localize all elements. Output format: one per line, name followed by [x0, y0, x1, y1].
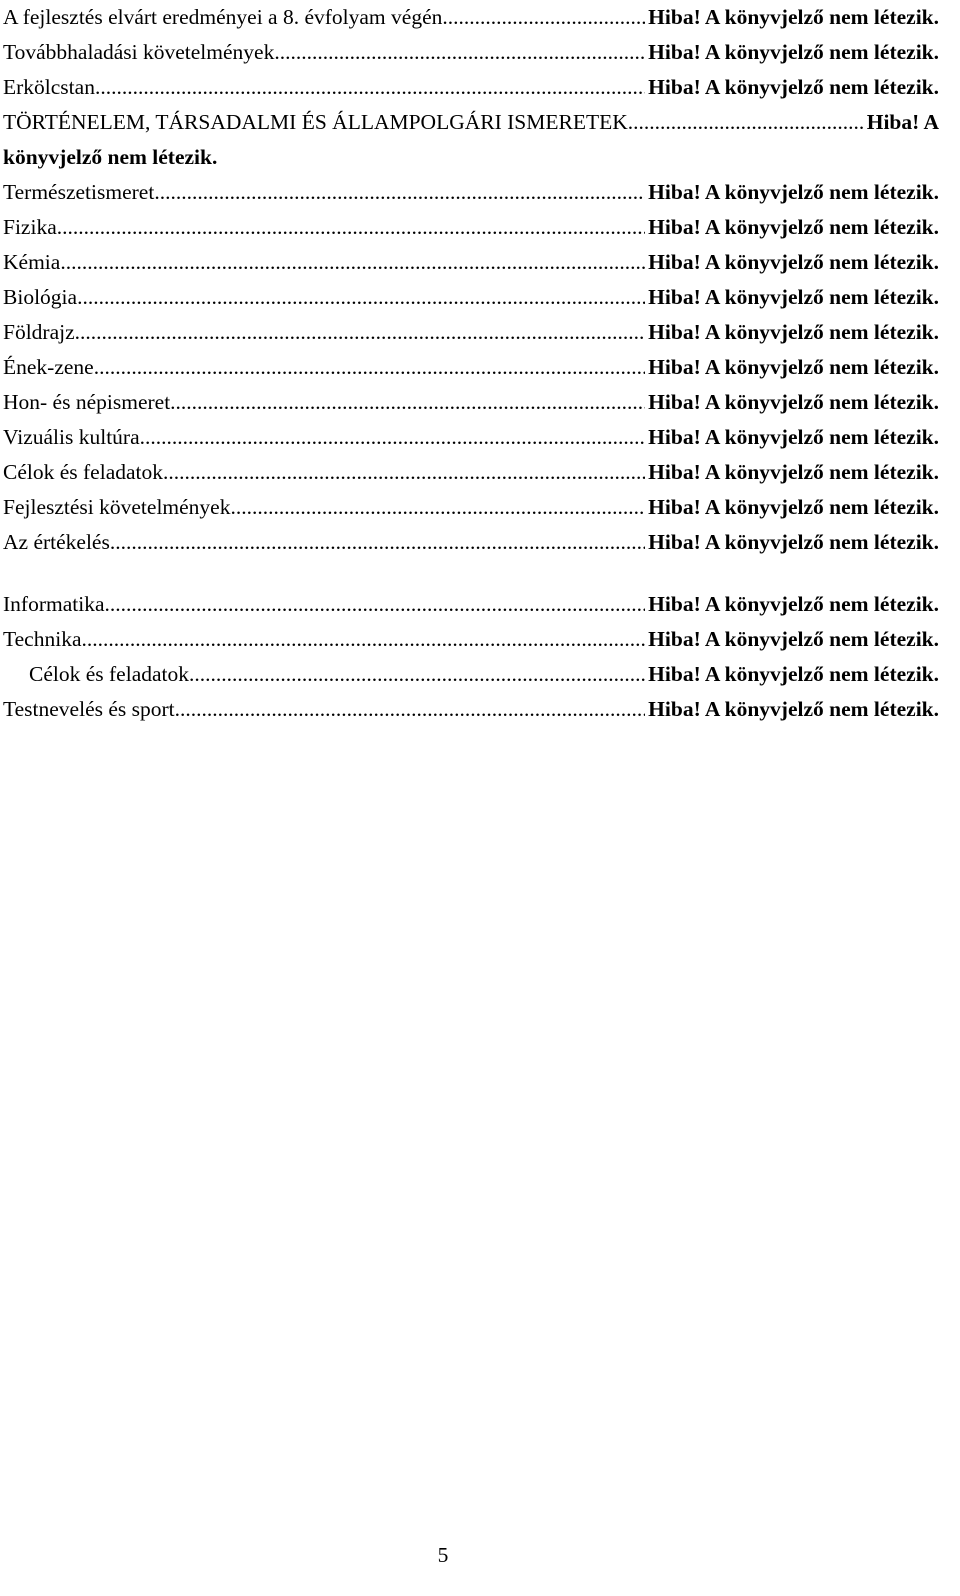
toc-entry-ref: Hiba! A: [866, 110, 939, 134]
toc-entry-title: Az értékelés: [3, 530, 110, 554]
toc-leader-dots: [60, 245, 645, 280]
toc-leader-dots: [140, 420, 646, 455]
toc-entry-ref: Hiba! A könyvjelző nem létezik.: [648, 320, 939, 344]
toc-entry[interactable]: [3, 622, 939, 657]
toc-entry[interactable]: [3, 490, 939, 525]
toc-leader-dots: [94, 350, 645, 385]
toc-entry-title: Célok és feladatok: [3, 460, 164, 484]
toc-leader-dots: [77, 280, 645, 315]
toc-entry[interactable]: [3, 175, 939, 210]
toc-entry-ref: Hiba! A könyvjelző nem létezik.: [648, 627, 939, 651]
toc-leader-dots: [154, 175, 645, 210]
toc-entry-title: Ének-zene: [3, 355, 94, 379]
toc-entry[interactable]: [3, 525, 939, 560]
toc-entry-title: Fizika: [3, 215, 57, 239]
toc-entry-ref: Hiba! A könyvjelző nem létezik.: [648, 75, 939, 99]
toc-entry-title: A fejlesztés elvárt eredményei a 8. évfolyam végén: [3, 5, 443, 29]
toc-entry[interactable]: [3, 315, 939, 350]
toc-entry[interactable]: [3, 587, 939, 622]
toc-entry[interactable]: [3, 210, 939, 245]
toc-entry-title: Testnevelés és sport: [3, 697, 175, 721]
toc-entry-ref-continuation: könyvjelző nem létezik.: [3, 145, 218, 169]
toc-leader-dots: [175, 692, 646, 727]
toc-entry-title: Hon- és népismeret: [3, 390, 171, 414]
toc-entry-line: [3, 105, 939, 140]
toc-entry-ref: Hiba! A könyvjelző nem létezik.: [648, 425, 939, 449]
toc-spacer: [3, 560, 939, 587]
toc-leader-dots: [110, 525, 645, 560]
toc-entry[interactable]: [3, 280, 939, 315]
table-of-contents: [3, 0, 939, 727]
toc-leader-dots: [442, 0, 645, 35]
toc-entry-title: Technika: [3, 627, 82, 651]
toc-entry[interactable]: [3, 245, 939, 280]
toc-entry-title: Természetismeret: [3, 180, 155, 204]
toc-leader-dots: [81, 622, 645, 657]
toc-entry-title: Biológia: [3, 285, 78, 309]
toc-leader-dots: [163, 455, 645, 490]
toc-entry-title: Kémia: [3, 250, 61, 274]
toc-leader-dots: [170, 385, 645, 420]
toc-entry[interactable]: [3, 455, 939, 490]
toc-leader-dots: [628, 105, 864, 140]
toc-entry-ref: Hiba! A könyvjelző nem létezik.: [648, 180, 939, 204]
page-number: 5: [437, 1543, 449, 1567]
toc-entry-title: Erkölcstan: [3, 75, 95, 99]
toc-entry[interactable]: [3, 70, 939, 105]
toc-entry-ref: Hiba! A könyvjelző nem létezik.: [648, 250, 939, 274]
toc-entry-title: Vizuális kultúra: [3, 425, 140, 449]
toc-leader-dots: [274, 35, 645, 70]
toc-entry-title: Földrajz: [3, 320, 75, 344]
toc-entry-ref: Hiba! A könyvjelző nem létezik.: [648, 697, 939, 721]
toc-entry-indented[interactable]: [3, 657, 939, 692]
toc-entry-ref: Hiba! A könyvjelző nem létezik.: [648, 215, 939, 239]
toc-entry-title: Informatika: [3, 592, 105, 616]
toc-entry-title: Továbbhaladási követelmények: [3, 40, 275, 64]
toc-leader-dots: [57, 210, 645, 245]
toc-leader-dots: [230, 490, 645, 525]
toc-leader-dots: [95, 70, 645, 105]
toc-entry-ref: Hiba! A könyvjelző nem létezik.: [648, 460, 939, 484]
toc-entry[interactable]: [3, 692, 939, 727]
toc-leader-dots: [189, 657, 645, 692]
toc-entry-ref: Hiba! A könyvjelző nem létezik.: [648, 285, 939, 309]
toc-entry-ref: Hiba! A könyvjelző nem létezik.: [648, 530, 939, 554]
toc-entry-ref: Hiba! A könyvjelző nem létezik.: [648, 390, 939, 414]
toc-entry-title: TÖRTÉNELEM, TÁRSADALMI ÉS ÁLLAMPOLGÁRI ISMERETEK: [3, 110, 628, 134]
toc-entry-ref: Hiba! A könyvjelző nem létezik.: [648, 5, 939, 29]
toc-leader-dots: [75, 315, 646, 350]
toc-entry[interactable]: [3, 420, 939, 455]
toc-entry-ref: Hiba! A könyvjelző nem létezik.: [648, 662, 939, 686]
toc-entry-ref: Hiba! A könyvjelző nem létezik.: [648, 495, 939, 519]
toc-entry[interactable]: [3, 385, 939, 420]
toc-leader-dots: [105, 587, 646, 622]
toc-entry-heading[interactable]: [3, 105, 939, 175]
toc-entry-ref: Hiba! A könyvjelző nem létezik.: [648, 40, 939, 64]
toc-entry[interactable]: [3, 350, 939, 385]
toc-entry-title: Célok és feladatok: [29, 662, 190, 686]
toc-entry[interactable]: [3, 0, 939, 35]
toc-entry[interactable]: [3, 35, 939, 70]
toc-entry-ref: Hiba! A könyvjelző nem létezik.: [648, 355, 939, 379]
toc-entry-title: Fejlesztési követelmények: [3, 495, 231, 519]
toc-entry-ref: Hiba! A könyvjelző nem létezik.: [648, 592, 939, 616]
